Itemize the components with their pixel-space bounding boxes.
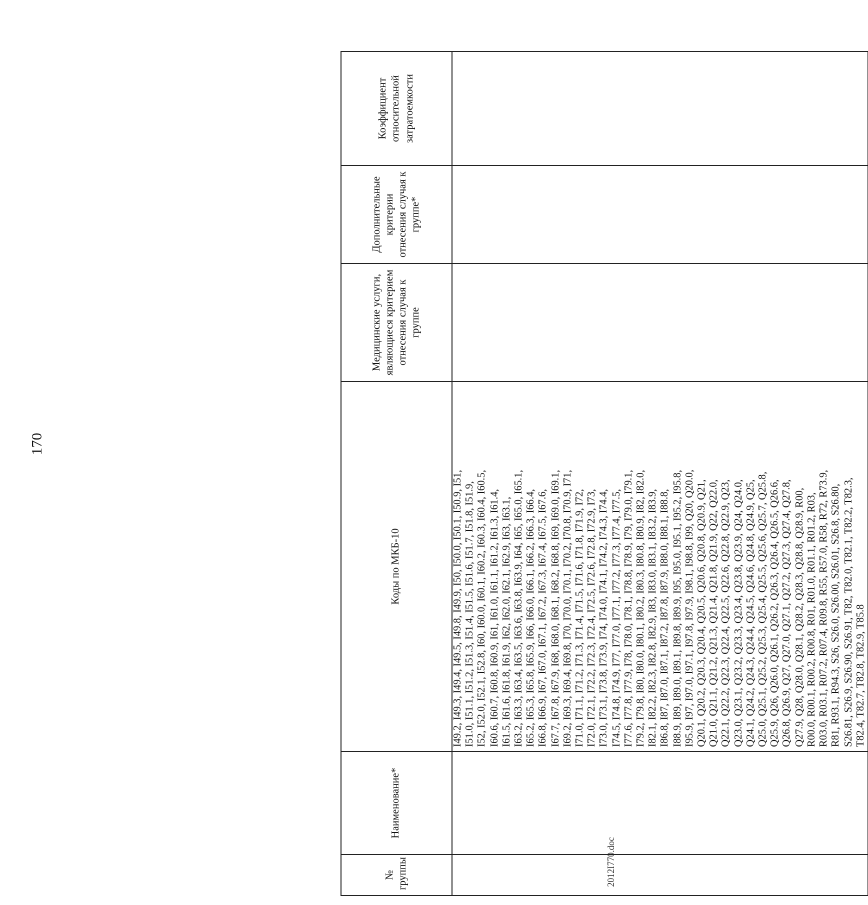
icd10-code-line: R81, R93.1, R94.3, S26, S26.0, S26.00, S26.01, S26.8, S26.80, — [830, 483, 842, 747]
icd10-code-line: I63.2, I63.3, I63.4, I63.5, I63.6, I63.8, I63.9, I64, I65, I65.0, I65.1, — [513, 469, 525, 747]
table-row — [452, 52, 868, 896]
page-number: 170 — [29, 432, 46, 456]
cell-medical-services — [452, 264, 868, 382]
document-file-code: 2012I770.doc — [606, 837, 616, 887]
icd10-code-line: I69.2, I69.3, I69.4, I69.8, I70, I70.0, I70.1, I70.2, I70.8, I70.9, I71, — [562, 469, 574, 747]
cell-cost-coefficient — [452, 52, 868, 166]
header-icd10-codes: Коды по МКБ-10 — [341, 382, 452, 752]
icd10-code-line: Q26.8, Q26.9, Q27, Q27.0, Q27.1, Q27.2, Q27.3, Q27.4, Q27.8, — [781, 479, 793, 747]
icd10-code-line: I95.9, I97, I97.0, I97.1, I97.8, I97.9, I98.1, I98.8, I99, Q20, Q20.0, — [684, 469, 696, 747]
icd10-code-line: Q25.0, Q25.1, Q25.2, Q25.3, Q25.4, Q25.5, Q25.6, Q25.7, Q25.8, — [757, 471, 769, 747]
icd10-code-line: I52, I52.0, I52.1, I52.8, I60, I60.0, I60.1, I60.2, I60.3, I60.4, I60.5, — [476, 469, 488, 747]
icd10-code-line: I79.2, I79.8, I80, I80.0, I80.1, I80.2, I80.3, I80.8, I80.9, I82, I82.0, — [635, 469, 647, 747]
header-medical-services: Медицинские услуги, являющиеся критерием отнесения случая к группе — [341, 264, 452, 382]
icd10-code-line: T82.4, T82.7, T82.8, T82.9, T85.8 — [855, 604, 867, 747]
icd10-code-line: Q23.0, Q23.1, Q23.2, Q23.3, Q23.4, Q23.8, Q23.9, Q24, Q24.0, — [733, 479, 745, 747]
header-extra-criteria: Дополнительные критерии отнесения случая к группе* — [341, 166, 452, 264]
icd10-code-line: I71.0, I71.1, I71.2, I71.3, I71.4, I71.5, I71.6, I71.8, I71.9, I72, — [574, 488, 586, 747]
cell-icd10-codes — [452, 382, 868, 752]
cell-extra-criteria — [452, 166, 868, 264]
icd10-code-line: S26.81, S26.9, S26.90, S26.91, T82, T82.0, T82.1, T82.2, T82.3, — [843, 477, 854, 747]
icd10-code-line: I74.5, I74.8, I74.9, I77, I77.0, I77.1, I77.2, I77.3, I77.4, I77.5, — [611, 488, 623, 747]
icd10-code-line: I73.0, I73.1, I73.8, I73.9, I74, I74.0, I74.1, I74.2, I74.3, I74.4, — [598, 488, 610, 747]
icd10-code-line: Q21.0, Q21.1, Q21.2, Q21.3, Q21.4, Q21.8, Q21.9, Q22, Q22.0, — [708, 479, 720, 747]
table-header-row — [341, 52, 452, 896]
icd10-code-line: R00.0, R00.1, R00.2, R00.8, R01, R01.0, R01.1, R01.2, R03, — [806, 492, 818, 747]
icd10-code-line: Q24.1, Q24.2, Q24.3, Q24.4, Q24.5, Q24.6, Q24.8, Q24.9, Q25, — [745, 479, 757, 747]
icd10-code-line: I77.6, I77.8, I77.9, I78, I78.0, I78.1, I78.8, I78.9, I79, I79.0, I79.1, — [623, 469, 635, 747]
icd10-code-line: Q27.9, Q28, Q28.0, Q28.1, Q28.2, Q28.3, Q28.8, Q28.9, R00, — [794, 487, 806, 747]
icd10-code-line: I67.7, I67.8, I67.9, I68, I68.0, I68.1, I68.2, I68.8, I69, I69.0, I69.1, — [550, 469, 562, 747]
icd10-code-line: I51.0, I51.1, I51.2, I51.3, I51.4, I51.5, I51.6, I51.7, I51.8, I51.9, — [464, 481, 476, 747]
icd10-code-line: I82.1, I82.2, I82.3, I82.8, I82.9, I83, I83.0, I83.1, I83.2, I83.9, — [647, 488, 659, 747]
icd10-code-line: Q20.1, Q20.2, Q20.3, Q20.4, Q20.5, Q20.6, Q20.8, Q20.9, Q21, — [696, 479, 708, 747]
cell-group-number — [452, 855, 868, 896]
icd10-code-line: I66.8, I66.9, I67, I67.0, I67.1, I67.2, I67.3, I67.4, I67.5, I67.6, — [537, 488, 549, 747]
header-cost-coefficient: Коэффициент относительной затратоемкости — [341, 52, 452, 166]
icd10-code-line: I61.5, I61.6, I61.8, I61.9, I62, I62.0, I62.1, I62.9, I63, I63.1, — [501, 496, 513, 747]
icd10-code-line: Q25.9, Q26, Q26.0, Q26.1, Q26.2, Q26.3, Q26.4, Q26.5, Q26.6, — [769, 479, 781, 747]
icd10-code-line: I60.6, I60.7, I60.8, I60.9, I61, I61.0, I61.1, I61.2, I61.3, I61.4, — [489, 488, 501, 747]
icd10-code-line: Q22.1, Q22.2, Q22.3, Q22.4, Q22.5, Q22.6, Q22.8, Q22.9, Q23, — [720, 479, 732, 747]
icd10-code-line: I72.0, I72.1, I72.2, I72.3, I72.4, I72.5, I72.6, I72.8, I72.9, I73, — [586, 488, 598, 747]
icd10-code-list — [453, 385, 868, 747]
cell-name — [452, 752, 868, 855]
icd10-code-line: I49.2, I49.3, I49.4, I49.5, I49.8, I49.9, I50, I50.0, I50.1, I50.9, I51, — [452, 469, 464, 747]
icd10-code-line: I86.8, I87, I87.0, I87.1, I87.2, I87.8, I87.9, I88.0, I88.1, I88.8, — [659, 488, 671, 747]
icd10-code-line: I65.2, I65.3, I65.8, I65.9, I66, I66.0, I66.1, I66.2, I66.3, I66.4, — [525, 488, 537, 747]
drg-group-table — [341, 52, 867, 896]
header-name: Наименование* — [341, 752, 452, 855]
icd10-code-line: I88.9, I89, I89.0, I89.1, I89.8, I89.9, I95, I95.0, I95.1, I95.2, I95.8, — [672, 469, 684, 747]
icd10-code-line: R03.0, R03.1, R07.2, R07.4, R09.8, R55, R57.0, R58, R72, R73.9, — [818, 469, 830, 747]
header-group-number: № группы — [341, 855, 452, 896]
